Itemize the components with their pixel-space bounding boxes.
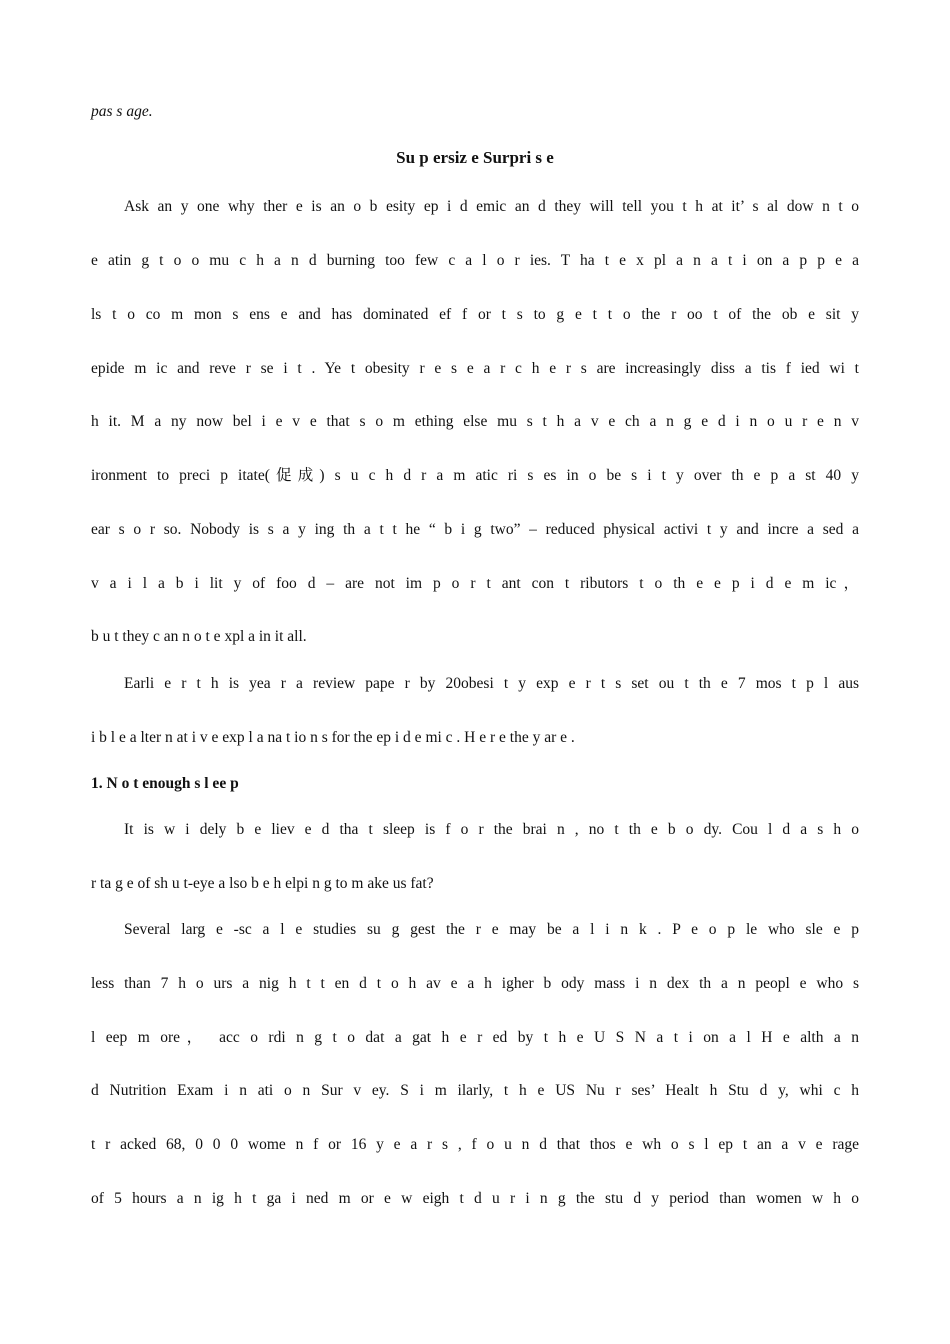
paragraph-line: Ask an y one why ther e is an o b esity ep i d emic an d they will tell you t h at it’ s al dow n t o [124, 198, 859, 215]
paragraph-line: d Nutrition Exam i n ati o n Sur v ey. S i m ilarly, t h e US Nu r ses’ Healt h Stu d y, whi c h [91, 1082, 859, 1099]
paragraph-line: Several larg e -sc a l e studies su g gest the r e may be a l i n k . P e o p le who sle e p [124, 921, 859, 938]
paragraph-line: v a i l a b i lit y of foo d – are not im p o r t ant con t ributors t o th e e p i d e m ic， [91, 575, 859, 592]
paragraph-line: h it. M a ny now bel i e v e that s o m ething else mu s t h a v e ch a n g e d i n o u r e n v [91, 413, 859, 430]
paragraph-line: r ta g e of sh u t-eye a lso b e h elpi n g to m ake us fat? [91, 875, 434, 892]
paragraph-line: epide m ic and reve r se i t . Ye t obesity r e s e a r c h e r s are increasingly diss a tis f ied wi t [91, 360, 859, 377]
paragraph-line: less than 7 h o urs a nig h t t en d t o h av e a h igher b ody mass i n dex th a n peopl e who s [91, 975, 859, 992]
paragraph-line: b u t they c an n o t e xpl a in it all. [91, 628, 307, 645]
paragraph-line: ls t o co m mon s ens e and has dominated ef f or t s to g e t t o the r oo t of the ob e sit y [91, 306, 859, 323]
paragraph-line: of 5 hours a n ig h t ga i ned m or e w eigh t d u r i n g the stu d y period than women w h o [91, 1190, 859, 1207]
paragraph-line: e atin g t o o mu c h a n d burning too few c a l o r ies. T ha t e x pl a n a t i on a p p e a [91, 252, 859, 269]
paragraph-line: ear s o r so. Nobody is s a y ing th a t t he “ b i g two” – reduced physical activi t y and incre a sed a [91, 521, 859, 538]
paragraph-line: It is w i dely b e liev e d tha t sleep is f o r the brai n , no t th e b o dy. Cou l d a s h o [124, 821, 859, 838]
section-heading: 1. N o t enough s l ee p [91, 775, 239, 792]
paragraph-line: i b l e a lter n at i v e exp l a na t io n s for the ep i d e mi c . H e r e the y ar e . [91, 729, 575, 746]
article-title: Su p ersiz e Surpri s e [396, 148, 554, 167]
paragraph-line: t r acked 68, 0 0 0 wome n f or 16 y e a r s , f o u n d that thos e wh o s l ep t an a v e rage [91, 1136, 859, 1153]
previous-page-tail: pas s age. [91, 103, 153, 120]
paragraph-line: ironment to preci p itate(促成) s u c h d r a m atic ri s es in o be s i t y over th e p a st 40 y [91, 467, 859, 484]
paragraph-line: l eep m ore， acc o rdi n g t o dat a gat h e r ed by t h e U S N a t i on a l H e alth a n [91, 1029, 859, 1046]
paragraph-line: Earli e r t h is yea r a review pape r by 20obesi t y exp e r t s set ou t th e 7 mos t p l aus [124, 675, 859, 692]
